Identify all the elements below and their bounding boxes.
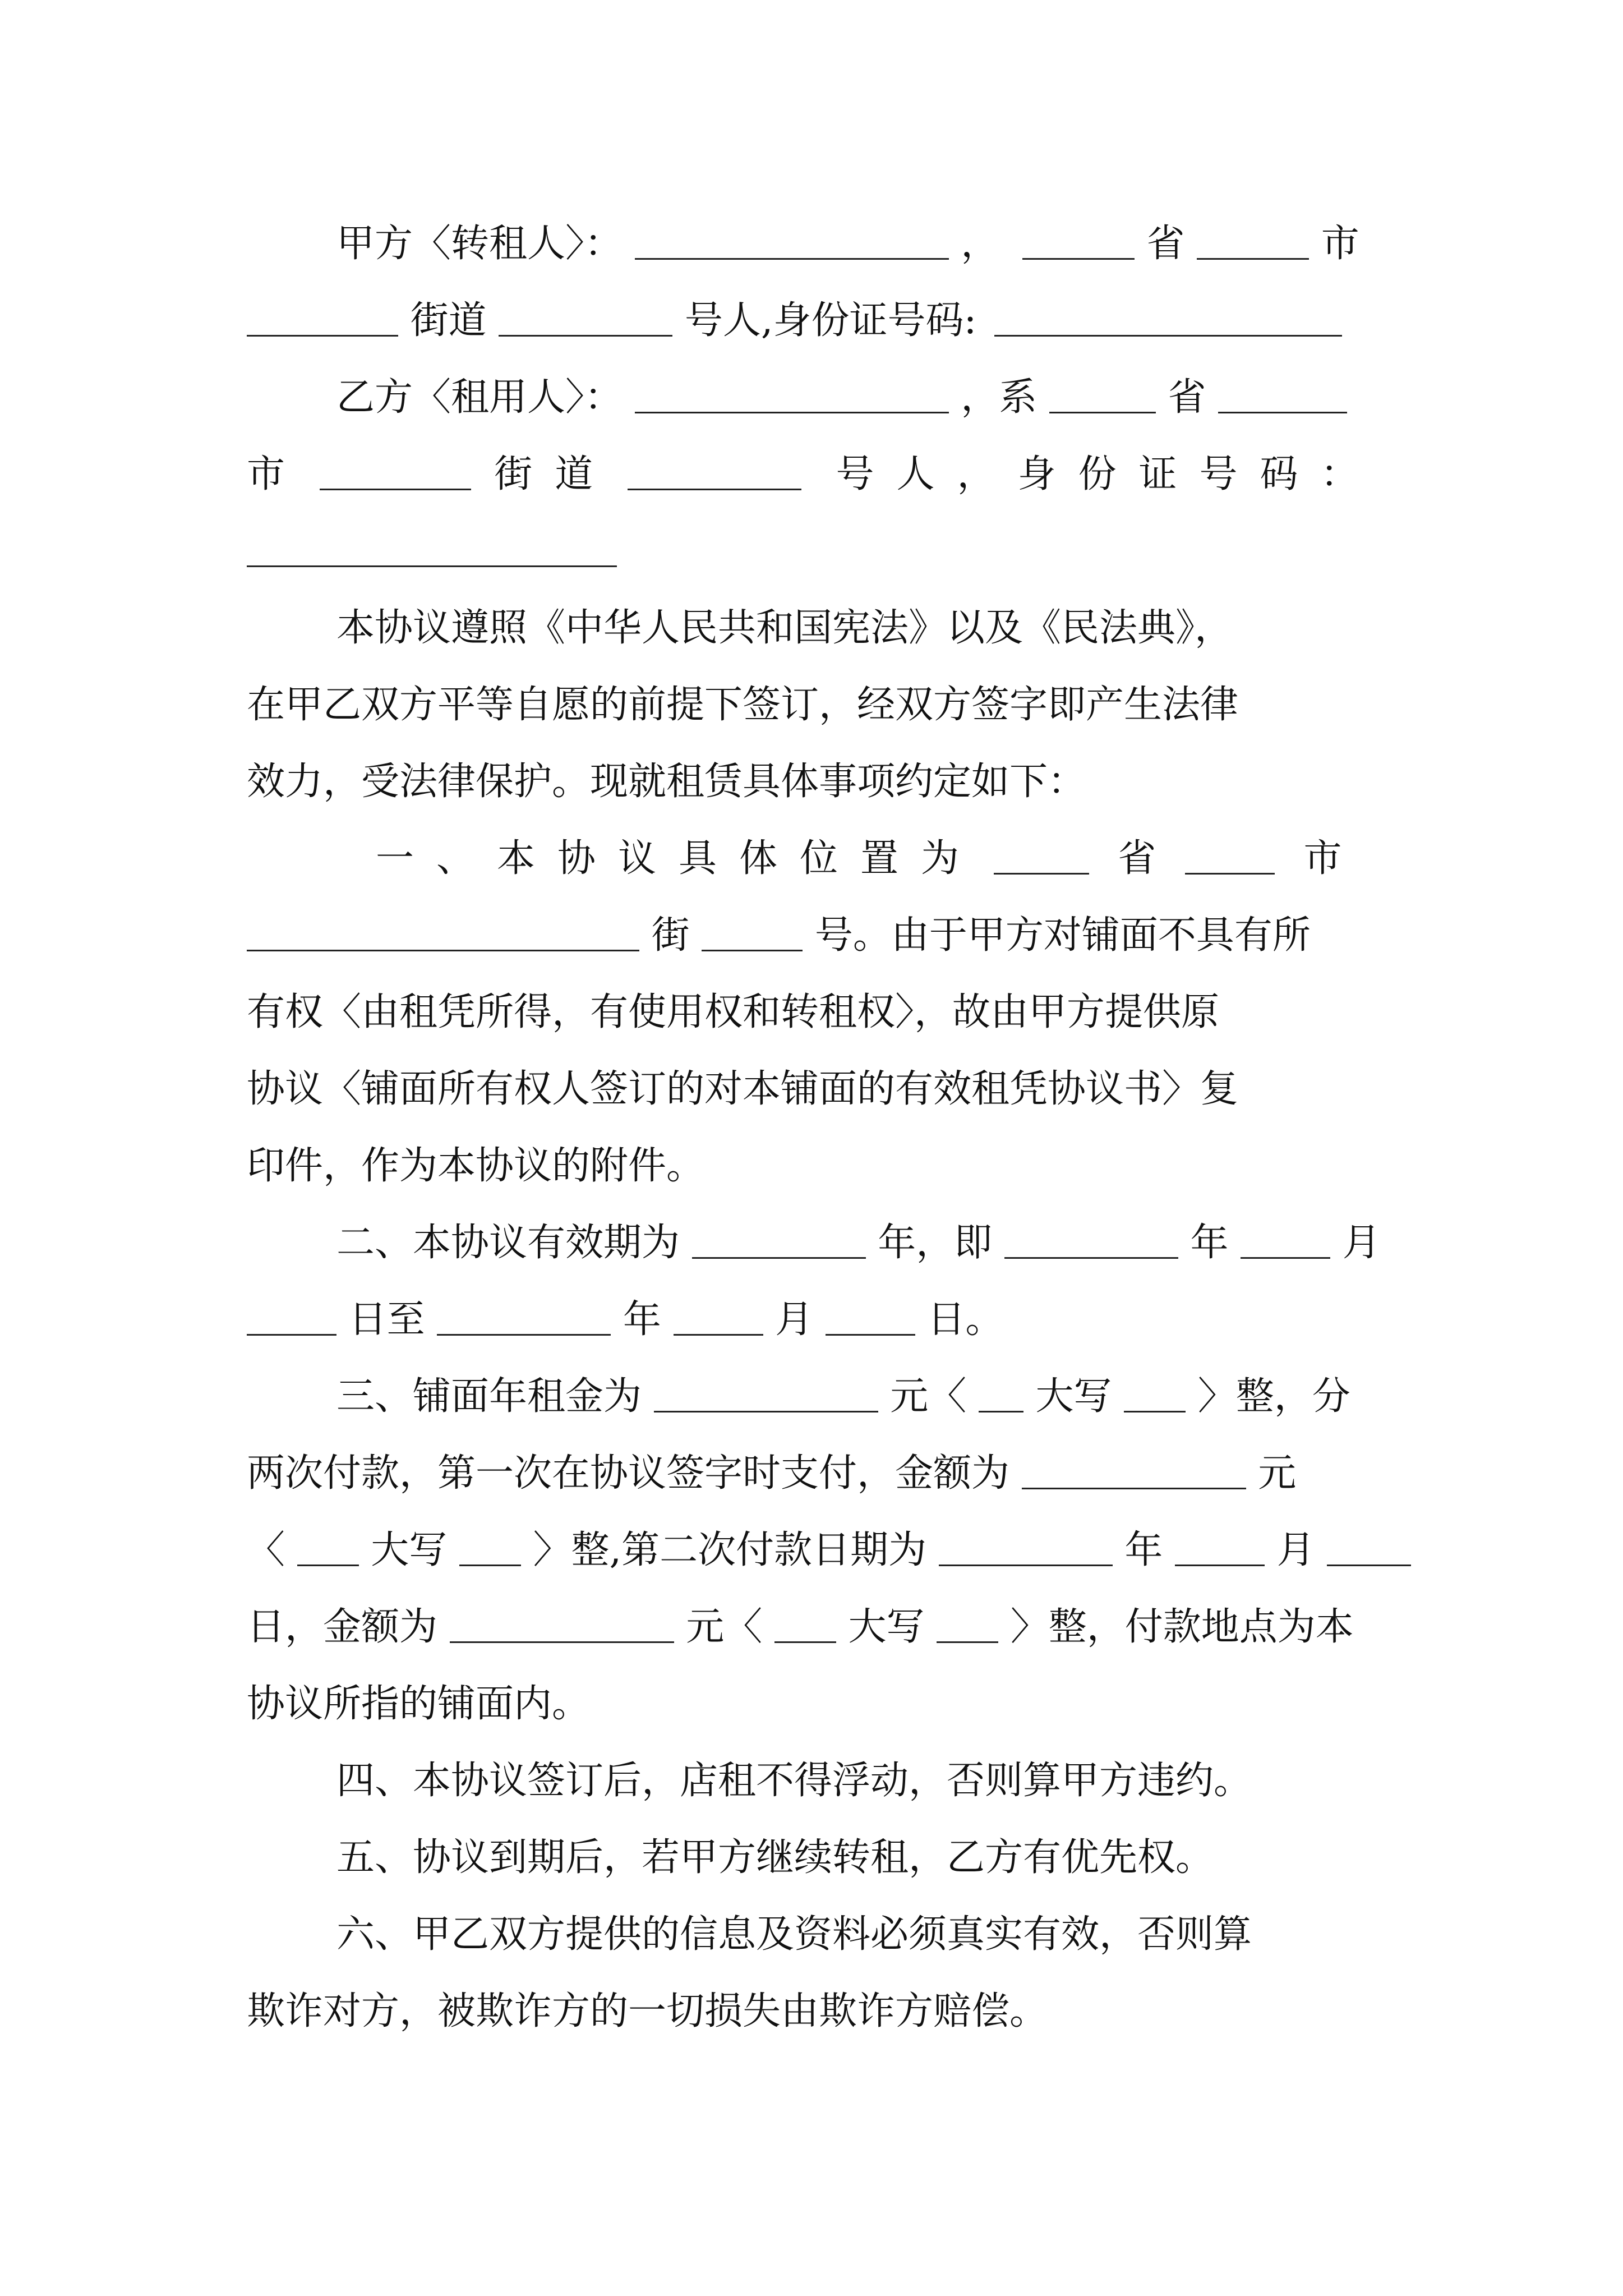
clause-2-line-2 <box>247 1281 1391 1358</box>
clause-3-daxie-blank-right[interactable] <box>1124 1376 1186 1412</box>
party-a-id-blank[interactable] <box>994 300 1342 337</box>
clause-3-open: 〈 <box>247 1528 285 1572</box>
clause-3-first-daxie-blank-right[interactable] <box>459 1530 521 1566</box>
clause-6-line-2 <box>247 1973 1391 2050</box>
clause-2-day-end: 日。 <box>927 1297 1004 1342</box>
party-b-line-2 <box>247 436 1391 513</box>
clause-2-month: 月 <box>1342 1221 1381 1265</box>
clause-1-rest: 号。由于甲方对铺面不具有所 <box>814 913 1311 958</box>
clause-3-daxie-2: 大写 <box>371 1528 448 1572</box>
party-a-comma: ， <box>961 222 999 266</box>
party-a-name-blank[interactable] <box>635 223 949 260</box>
clause-3-first-daxie-blank-left[interactable] <box>297 1530 359 1566</box>
clause-1-prefix: 一、本协议具体位置为 <box>376 836 982 881</box>
clause-1-city: 市 <box>1303 836 1342 881</box>
clause-2-month2: 月 <box>775 1297 814 1342</box>
party-a-label: 甲方〈转租人〉： <box>336 222 623 266</box>
party-a-number-blank[interactable] <box>499 300 672 337</box>
party-b-city-blank[interactable] <box>1218 377 1347 413</box>
clause-3-close-zheng-fen: 〉整，分 <box>1197 1374 1350 1419</box>
party-a-street: 街道 <box>410 298 487 343</box>
clause-2-line-1 <box>247 1204 1391 1281</box>
clause-1-city-blank[interactable] <box>1185 838 1275 875</box>
clause-3-annual-rent-blank[interactable] <box>654 1376 878 1412</box>
clause-1-line-5 <box>247 1128 1391 1204</box>
clause-3-line-3 <box>247 1512 1391 1589</box>
clause-2-year: 年 <box>1190 1221 1229 1265</box>
clause-3-first-amount-blank[interactable] <box>1022 1453 1246 1489</box>
clause-3-day-amount: 日，金额为 <box>247 1605 438 1649</box>
clause-3-text-2: 两次付款，第一次在协议签字时支付，金额为 <box>247 1451 1010 1496</box>
clause-3-line-4 <box>247 1589 1391 1665</box>
party-b-line-1 <box>247 359 1391 436</box>
party-b-city: 市 <box>247 452 285 496</box>
clause-2-year2: 年 <box>623 1297 661 1342</box>
party-b-street: 街道 <box>494 452 616 496</box>
party-a-province: 省 <box>1146 222 1185 266</box>
clause-1-province-blank[interactable] <box>994 838 1089 875</box>
clause-3-second-daxie-blank-left[interactable] <box>774 1607 836 1643</box>
clause-3-daxie: 大写 <box>1035 1374 1112 1419</box>
intro-text-1: 本协议遵照《中华人民共和国宪法》以及《民法典》， <box>336 606 1233 650</box>
clause-2-years-blank[interactable] <box>692 1222 866 1259</box>
clause-1-number-blank[interactable] <box>702 915 803 951</box>
clause-3-prefix: 三、铺面年租金为 <box>336 1374 642 1419</box>
clause-3-close-zheng-second: 〉整,第二次付款日期为 <box>533 1528 927 1572</box>
clause-1-line-2 <box>247 897 1391 974</box>
party-b-id-blank[interactable] <box>247 531 617 567</box>
party-a-city: 市 <box>1321 222 1359 266</box>
clause-1-text-3: 有权〈由租凭所得，有使用权和转租权〉，故由甲方提供原 <box>247 990 1220 1034</box>
clause-1-text-5: 印件，作为本协议的附件。 <box>247 1144 705 1188</box>
party-b-province: 省 <box>1168 375 1206 420</box>
intro-line-1 <box>247 590 1391 666</box>
clause-3-second-month-blank[interactable] <box>1175 1530 1265 1566</box>
intro-text-3: 效力，受法律保护。现就租赁具体事项约定如下： <box>247 760 1086 804</box>
clause-1-line-1 <box>247 820 1391 897</box>
party-a-number-person: 号人,身份证号码: <box>684 298 977 343</box>
clause-6-text-2: 欺诈对方，被欺诈方的一切损失由欺诈方赔偿。 <box>247 1989 1048 2033</box>
party-b-street-blank[interactable] <box>320 454 471 490</box>
clause-3-second-day-blank[interactable] <box>1327 1530 1411 1566</box>
clause-3-text-5: 协议所指的铺面内。 <box>247 1682 591 1726</box>
party-b-number-person: 号人，身份证号码： <box>836 452 1381 496</box>
clause-3-daxie-3: 大写 <box>848 1605 925 1649</box>
party-b-number-blank[interactable] <box>628 454 801 490</box>
clause-3-line-1 <box>247 1358 1391 1435</box>
clause-3-line-5 <box>247 1665 1391 1742</box>
clause-3-second-year-blank[interactable] <box>939 1530 1113 1566</box>
clause-3-second-daxie-blank-right[interactable] <box>937 1607 998 1643</box>
clause-2-start-month-blank[interactable] <box>1241 1222 1330 1259</box>
clause-1-street: 街 <box>651 913 690 958</box>
clause-1-street-blank[interactable] <box>247 915 639 951</box>
clause-5-text: 五、协议到期后，若甲方继续转租，乙方有优先权。 <box>336 1835 1214 1880</box>
clause-3-line-2 <box>247 1435 1391 1512</box>
clause-3-yuan: 元 <box>1258 1451 1297 1496</box>
clause-1-province: 省 <box>1118 836 1156 881</box>
clause-5-line <box>247 1819 1391 1896</box>
clause-3-yuan-open-2: 元〈 <box>686 1605 763 1649</box>
clause-2-year-ji: 年，即 <box>878 1221 993 1265</box>
clause-3-second-amount-blank[interactable] <box>450 1607 674 1643</box>
clause-2-end-month-blank[interactable] <box>674 1299 763 1336</box>
intro-line-3 <box>247 743 1391 820</box>
clause-4-text: 四、本协议签订后，店租不得浮动，否则算甲方违约。 <box>336 1759 1252 1803</box>
party-b-label: 乙方〈租用人〉： <box>336 375 623 420</box>
party-b-comma-xi: ，系 <box>961 375 1038 420</box>
clause-4-line <box>247 1742 1391 1819</box>
clause-2-end-year-blank[interactable] <box>437 1299 611 1336</box>
clause-2-prefix: 二、本协议有效期为 <box>336 1221 680 1265</box>
clause-6-line-1 <box>247 1896 1391 1973</box>
clause-2-start-year-blank[interactable] <box>1004 1222 1178 1259</box>
clause-3-yuan-open: 元〈 <box>890 1374 967 1419</box>
party-a-province-blank[interactable] <box>1022 223 1135 260</box>
clause-3-close-place: 〉整，付款地点为本 <box>1010 1605 1354 1649</box>
intro-line-2 <box>247 666 1391 743</box>
party-a-city-blank[interactable] <box>1197 223 1309 260</box>
party-b-name-blank[interactable] <box>635 377 949 413</box>
party-a-line-2 <box>247 282 1391 359</box>
clause-2-end-day-blank[interactable] <box>826 1299 915 1336</box>
clause-3-year: 年 <box>1124 1528 1163 1572</box>
clause-1-line-3 <box>247 974 1391 1051</box>
party-b-line-3 <box>247 513 1391 590</box>
party-a-street-blank[interactable] <box>247 300 398 337</box>
clause-2-day-to: 日至 <box>348 1297 425 1342</box>
clause-1-text-4: 协议〈铺面所有权人签订的对本铺面的有效租凭协议书〉复 <box>247 1067 1239 1111</box>
clause-3-month: 月 <box>1276 1528 1315 1572</box>
intro-text-2: 在甲乙双方平等自愿的前提下签订，经双方签字即产生法律 <box>247 683 1239 727</box>
clause-3-daxie-blank-left[interactable] <box>979 1376 1023 1412</box>
party-b-province-blank[interactable] <box>1049 377 1156 413</box>
party-a-line-1 <box>247 205 1391 282</box>
clause-6-text-1: 六、甲乙双方提供的信息及资料必须真实有效，否则算 <box>336 1912 1252 1957</box>
clause-1-line-4 <box>247 1051 1391 1128</box>
clause-2-start-day-blank[interactable] <box>247 1299 336 1336</box>
